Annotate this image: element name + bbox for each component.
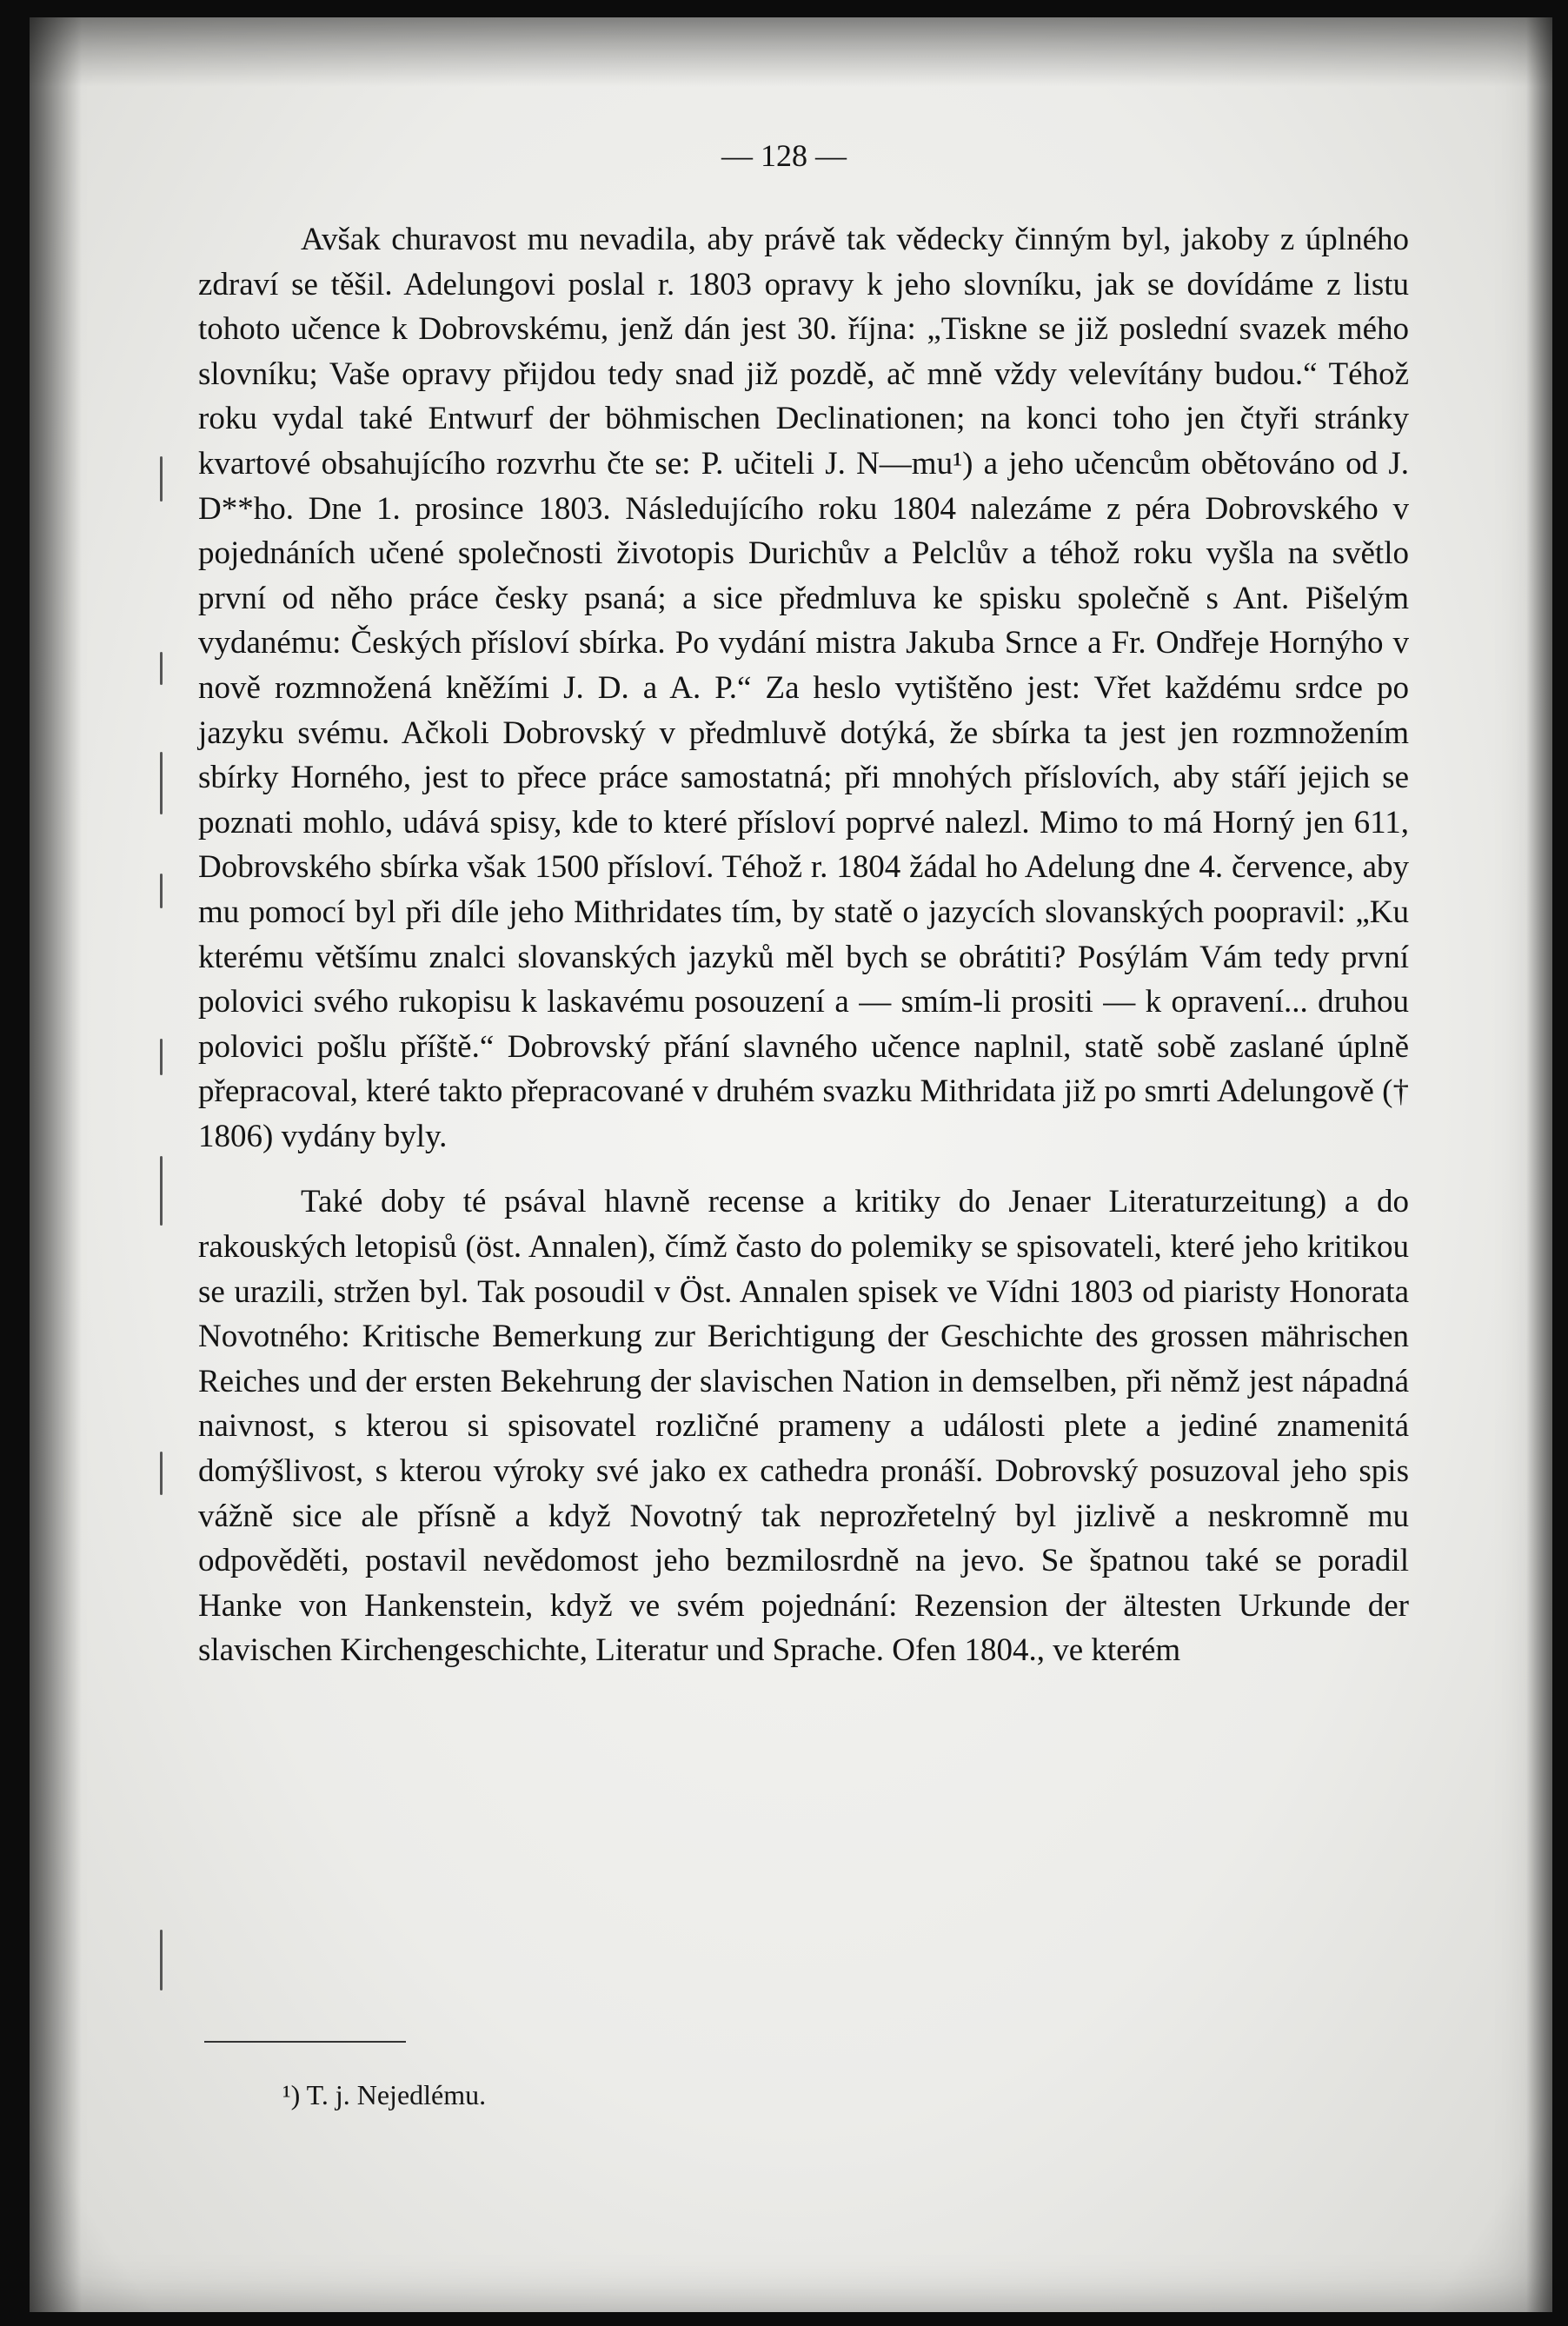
margin-mark [160, 1156, 163, 1226]
paragraph-1: Avšak churavost mu nevadila, aby právě tak vědecky činným byl, jakoby z úplného zdraví se těšil. Adelungovi poslal r. 1803 opravy k jeho slovníku, jak se dovídáme z listu tohoto učence k Dobrovskému, jenž dán jest 30. října: „Tiskne se již poslední svazek mého slovníku; Vaše opravy přijdou tedy snad již pozdě, ač mně vždy velevítány budou.“ Téhož roku vydal také Entwurf der böhmischen Declinationen; na konci toho jen čtyři stránky kvartové obsahujícího rozvrhu čte se: P. učiteli J. N—mu¹) a jeho učencům obětováno od J. D**ho. Dne 1. prosince 1803. Následujícího roku 1804 nalezáme z péra Dobrovského v pojednáních učené společnosti životopis Durichův a Pelclův a téhož roku vyšla na světlo první od něho práce česky psaná; a sice předmluva ke spisku společně s Ant. Pišelým vydanému: Českých přísloví sbírka. Po vydání mistra Jakuba Srnce a Fr. Ondřeje Hornýho v nově rozmnožená kněžími J. D. a A. P.“ Za heslo vytištěno jest: Vřet každému srdce po jazyku svému. Ačkoli Dobrovský v předmluvě dotýká, že sbírka ta jest jen rozmnožením sbírky Horného, jest to přece práce samostatná; při mnohých příslovích, aby stáří jejich se poznati mohlo, udává spisy, kde to které přísloví poprvé nalezl. Mimo to má Horný jen 611, Dobrovského sbírka však 1500 přísloví. Téhož r. 1804 žádal ho Adelung dne 4. července, aby mu pomocí byl při díle jeho Mithridates tím, by statě o jazycích slovanských poopravil: „Ku kterému většímu znalci slovanských jazyků měl bych se obrátiti? Posýlám Vám tedy první polovici svého rukopisu k laskavému posouzení a — smím-li prositi — k opravení... druhou polovici pošlu příště.“ Dobrovský přání slavného učence naplnil, statě sobě zaslané úplně přepracoval, které takto přepracované v druhém svazku Mithridata již po smrti Adelungově († 1806) vydány byly. [198, 222, 1409, 1154]
footnote: ¹) T. j. Nejedlému. [282, 2079, 487, 2110]
margin-mark [160, 652, 163, 685]
body-text [198, 217, 1409, 1673]
margin-mark [160, 456, 163, 502]
binding-shadow [30, 17, 82, 2312]
margin-mark [160, 1930, 163, 1990]
edge-shadow [1526, 17, 1552, 2312]
margin-mark [160, 1039, 163, 1075]
footnote-divider [204, 2041, 406, 2043]
top-shadow [30, 17, 1552, 87]
margin-mark [160, 874, 163, 908]
paragraph-2: Také doby té psával hlavně recense a kritiky do Jenaer Literaturzeitung) a do rakouských letopisů (öst. Annalen), čímž často do polemiky se spisovateli, které jeho kritikou se urazili, stržen byl. Tak posoudil v Öst. Annalen spisek ve Vídni 1803 od piaristy Honorata Novotného: Kritische Bemerkung zur Berichtigung der Geschichte des grossen mährischen Reiches und der ersten Bekehrung der slavischen Nation in demselben, při němž jest nápadná naivnost, s kterou si spisovatel rozličné prameny a události plete a jediné znamenitá domýšlivost, s kterou výroky své jako ex cathedra pronáší. Dobrovský posuzoval jeho spis vážně sice ale přísně a když Novotný tak neprozřetelný byl jizlivě a neskromně mu odpověděti, postavil nevědomost jeho bezmilosrdně na jevo. Se špatnou také se poradil Hanke von Hankenstein, když ve svém pojednání: Rezension der ältesten Urkunde der slavischen Kirchengeschichte, Literatur und Sprache. Ofen 1804., ve kterém [198, 1184, 1409, 1669]
margin-mark [160, 1452, 163, 1495]
margin-mark [160, 752, 163, 814]
page-number: — 128 — [721, 138, 847, 173]
